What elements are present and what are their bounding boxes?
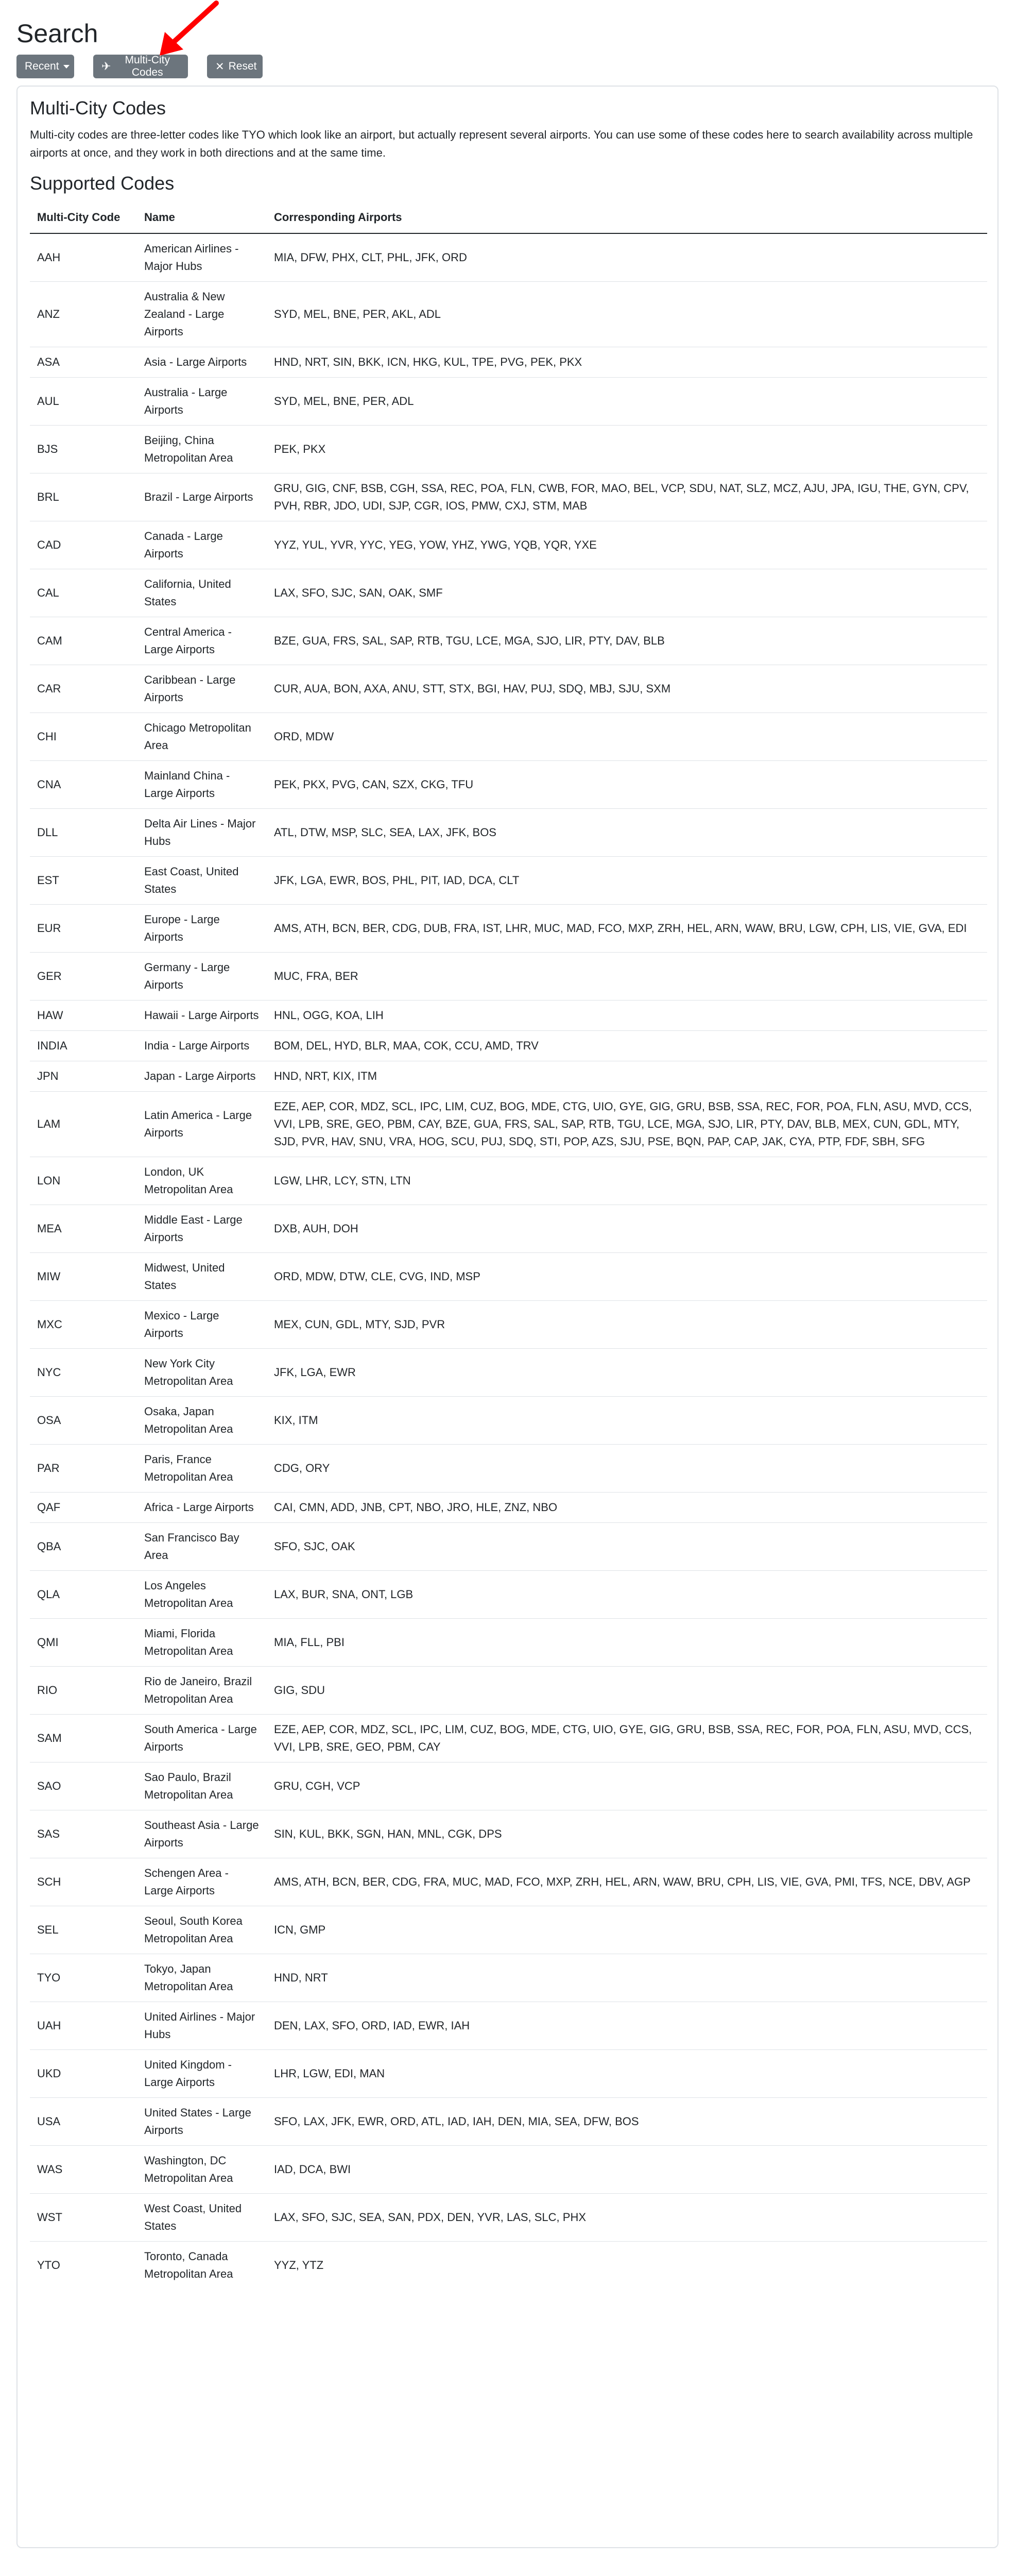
airplane-icon: ✈ [101, 60, 111, 73]
code-cell: JPN [30, 1061, 137, 1092]
code-cell: SAM [30, 1715, 137, 1762]
code-cell: SEL [30, 1906, 137, 1954]
table-row [30, 1810, 987, 1858]
name-cell: Miami, Florida Metropolitan Area [137, 1619, 267, 1667]
airports-cell: DXB, AUH, DOH [267, 1205, 987, 1253]
airports-cell: GRU, GIG, CNF, BSB, CGH, SSA, REC, POA, FLN, CWB, FOR, MAO, BEL, VCP, SDU, NAT, SLZ, MCZ, AJU, JPA, IGU, THE, GYN, CPV, PVH, RBR, JDO, UDI, SJP, CGR, IOS, PMW, CXJ, STM, MAB [267, 473, 987, 521]
table-row [30, 473, 987, 521]
name-cell: Canada - Large Airports [137, 521, 267, 569]
table-row [30, 2050, 987, 2098]
table-row [30, 1301, 987, 1349]
table-row [30, 1715, 987, 1762]
codes-table [30, 202, 987, 2289]
airports-cell: CDG, ORY [267, 1445, 987, 1493]
name-cell: Asia - Large Airports [137, 347, 267, 378]
code-cell: SCH [30, 1858, 137, 1906]
name-cell: Mainland China - Large Airports [137, 761, 267, 809]
airports-cell: LGW, LHR, LCY, STN, LTN [267, 1157, 987, 1205]
code-cell: WST [30, 2194, 137, 2242]
airports-cell: HND, NRT, SIN, BKK, ICN, HKG, KUL, TPE, PVG, PEK, PKX [267, 347, 987, 378]
name-cell: West Coast, United States [137, 2194, 267, 2242]
table-row [30, 1954, 987, 2002]
table-row [30, 1001, 987, 1031]
airports-cell: MIA, DFW, PHX, CLT, PHL, JFK, ORD [267, 233, 987, 282]
name-cell: United States - Large Airports [137, 2098, 267, 2146]
table-row [30, 2194, 987, 2242]
table-row [30, 2002, 987, 2050]
table-row [30, 1762, 987, 1810]
name-cell: Japan - Large Airports [137, 1061, 267, 1092]
airports-cell: ORD, MDW, DTW, CLE, CVG, IND, MSP [267, 1253, 987, 1301]
name-cell: Southeast Asia - Large Airports [137, 1810, 267, 1858]
code-cell: DLL [30, 809, 137, 857]
code-cell: CAD [30, 521, 137, 569]
name-cell: Los Angeles Metropolitan Area [137, 1571, 267, 1619]
airports-cell: ATL, DTW, MSP, SLC, SEA, LAX, JFK, BOS [267, 809, 987, 857]
airports-cell: LAX, SFO, SJC, SAN, OAK, SMF [267, 569, 987, 617]
table-row [30, 761, 987, 809]
table-row [30, 1349, 987, 1397]
name-cell: Rio de Janeiro, Brazil Metropolitan Area [137, 1667, 267, 1715]
name-cell: Tokyo, Japan Metropolitan Area [137, 1954, 267, 2002]
column-header-code: Multi-City Code [30, 202, 137, 233]
table-row [30, 569, 987, 617]
airports-cell: AMS, ATH, BCN, BER, CDG, DUB, FRA, IST, LHR, MUC, MAD, FCO, MXP, ZRH, HEL, ARN, WAW, BRU, LGW, CPH, LIS, VIE, GVA, EDI [267, 905, 987, 953]
card-description: Multi-city codes are three-letter codes like TYO which look like an airport, but actually represent several airports. You can use some of these codes here to search availability across multiple airports at once, and they work in both directions and at the same time. [30, 128, 973, 159]
airports-cell: SYD, MEL, BNE, PER, ADL [267, 378, 987, 426]
code-cell: MIW [30, 1253, 137, 1301]
recent-button[interactable] [16, 55, 74, 78]
airports-cell: CAI, CMN, ADD, JNB, CPT, NBO, JRO, HLE, ZNZ, NBO [267, 1493, 987, 1523]
name-cell: Chicago Metropolitan Area [137, 713, 267, 761]
table-row [30, 1061, 987, 1092]
airports-cell: EZE, AEP, COR, MDZ, SCL, IPC, LIM, CUZ, BOG, MDE, CTG, UIO, GYE, GIG, GRU, BSB, SSA, REC, FOR, POA, FLN, ASU, MVD, CCS, VVI, LPB, SRE, GEO, PBM, CAY [267, 1715, 987, 1762]
table-row [30, 953, 987, 1001]
table-row [30, 857, 987, 905]
table-row [30, 426, 987, 473]
name-cell: Germany - Large Airports [137, 953, 267, 1001]
code-cell: QLA [30, 1571, 137, 1619]
card-title: Multi-City Codes [30, 97, 166, 118]
page-title: Search [16, 19, 98, 48]
code-cell: ASA [30, 347, 137, 378]
airports-cell: LAX, BUR, SNA, ONT, LGB [267, 1571, 987, 1619]
name-cell: Midwest, United States [137, 1253, 267, 1301]
code-cell: AAH [30, 233, 137, 282]
table-row [30, 713, 987, 761]
column-header-name: Name [137, 202, 267, 233]
airports-cell: PEK, PKX, PVG, CAN, SZX, CKG, TFU [267, 761, 987, 809]
code-cell: CHI [30, 713, 137, 761]
name-cell: San Francisco Bay Area [137, 1523, 267, 1571]
airports-cell: AMS, ATH, BCN, BER, CDG, FRA, MUC, MAD, FCO, MXP, ZRH, HEL, ARN, WAW, BRU, CPH, LIS, VIE, GVA, PMI, TFS, NCE, DBV, AGP [267, 1858, 987, 1906]
name-cell: Mexico - Large Airports [137, 1301, 267, 1349]
name-cell: United Kingdom - Large Airports [137, 2050, 267, 2098]
name-cell: Africa - Large Airports [137, 1493, 267, 1523]
airports-cell: YYZ, YUL, YVR, YYC, YEG, YOW, YHZ, YWG, YQB, YQR, YXE [267, 521, 987, 569]
code-cell: AUL [30, 378, 137, 426]
name-cell: Osaka, Japan Metropolitan Area [137, 1397, 267, 1445]
name-cell: Brazil - Large Airports [137, 473, 267, 521]
airports-cell: MIA, FLL, PBI [267, 1619, 987, 1667]
code-cell: INDIA [30, 1031, 137, 1061]
code-cell: CNA [30, 761, 137, 809]
table-row [30, 1205, 987, 1253]
airports-cell: CUR, AUA, BON, AXA, ANU, STT, STX, BGI, HAV, PUJ, SDQ, MBJ, SJU, SXM [267, 665, 987, 713]
name-cell: London, UK Metropolitan Area [137, 1157, 267, 1205]
name-cell: India - Large Airports [137, 1031, 267, 1061]
code-cell: BJS [30, 426, 137, 473]
name-cell: Middle East - Large Airports [137, 1205, 267, 1253]
code-cell: PAR [30, 1445, 137, 1493]
recent-button-label: Recent [25, 60, 59, 72]
table-row [30, 1493, 987, 1523]
column-header-airports: Corresponding Airports [267, 202, 987, 233]
name-cell: Europe - Large Airports [137, 905, 267, 953]
table-row [30, 347, 987, 378]
table-row [30, 1858, 987, 1906]
airports-cell: JFK, LGA, EWR [267, 1349, 987, 1397]
code-cell: QAF [30, 1493, 137, 1523]
table-row [30, 905, 987, 953]
chevron-down-icon [63, 65, 70, 69]
airports-cell: ICN, GMP [267, 1906, 987, 1954]
table-row [30, 1571, 987, 1619]
code-cell: CAM [30, 617, 137, 665]
reset-button-label: Reset [228, 60, 257, 72]
airports-cell: JFK, LGA, EWR, BOS, PHL, PIT, IAD, DCA, CLT [267, 857, 987, 905]
code-cell: RIO [30, 1667, 137, 1715]
code-cell: LON [30, 1157, 137, 1205]
code-cell: LAM [30, 1092, 137, 1157]
code-cell: SAS [30, 1810, 137, 1858]
code-cell: USA [30, 2098, 137, 2146]
code-cell: CAR [30, 665, 137, 713]
table-row [30, 1253, 987, 1301]
table-row [30, 1397, 987, 1445]
airports-cell: MUC, FRA, BER [267, 953, 987, 1001]
airports-cell: LHR, LGW, EDI, MAN [267, 2050, 987, 2098]
table-row [30, 521, 987, 569]
table-row [30, 809, 987, 857]
table-row [30, 665, 987, 713]
code-cell: NYC [30, 1349, 137, 1397]
airports-cell: BOM, DEL, HYD, BLR, MAA, COK, CCU, AMD, TRV [267, 1031, 987, 1061]
name-cell: Australia & New Zealand - Large Airports [137, 282, 267, 347]
airports-cell: SIN, KUL, BKK, SGN, HAN, MNL, CGK, DPS [267, 1810, 987, 1858]
multi-city-codes-button-label: Multi-City Codes [125, 54, 170, 78]
name-cell: Hawaii - Large Airports [137, 1001, 267, 1031]
name-cell: New York City Metropolitan Area [137, 1349, 267, 1397]
table-row [30, 1031, 987, 1061]
airports-cell: MEX, CUN, GDL, MTY, SJD, PVR [267, 1301, 987, 1349]
code-cell: MEA [30, 1205, 137, 1253]
code-cell: QMI [30, 1619, 137, 1667]
airports-cell: BZE, GUA, FRS, SAL, SAP, RTB, TGU, LCE, MGA, SJO, LIR, PTY, DAV, BLB [267, 617, 987, 665]
code-cell: UAH [30, 2002, 137, 2050]
name-cell: United Airlines - Major Hubs [137, 2002, 267, 2050]
name-cell: Beijing, China Metropolitan Area [137, 426, 267, 473]
table-row [30, 2242, 987, 2290]
airports-cell: KIX, ITM [267, 1397, 987, 1445]
table-row [30, 1523, 987, 1571]
airports-cell: LAX, SFO, SJC, SEA, SAN, PDX, DEN, YVR, LAS, SLC, PHX [267, 2194, 987, 2242]
name-cell: Central America - Large Airports [137, 617, 267, 665]
table-row [30, 1157, 987, 1205]
airports-cell: YYZ, YTZ [267, 2242, 987, 2290]
table-row [30, 1906, 987, 1954]
airports-cell: SFO, SJC, OAK [267, 1523, 987, 1571]
code-cell: UKD [30, 2050, 137, 2098]
close-icon: ✕ [215, 60, 225, 73]
airports-cell: HND, NRT, KIX, ITM [267, 1061, 987, 1092]
table-row [30, 1619, 987, 1667]
name-cell: Paris, France Metropolitan Area [137, 1445, 267, 1493]
code-cell: YTO [30, 2242, 137, 2290]
airports-cell: GRU, CGH, VCP [267, 1762, 987, 1810]
table-row [30, 233, 987, 282]
name-cell: Caribbean - Large Airports [137, 665, 267, 713]
table-row [30, 378, 987, 426]
table-row [30, 2146, 987, 2194]
airports-cell: IAD, DCA, BWI [267, 2146, 987, 2194]
code-cell: MXC [30, 1301, 137, 1349]
table-row [30, 1092, 987, 1157]
name-cell: American Airlines - Major Hubs [137, 233, 267, 282]
table-header-row [30, 202, 987, 233]
code-cell: CAL [30, 569, 137, 617]
multi-city-codes-card [16, 86, 998, 2548]
code-cell: QBA [30, 1523, 137, 1571]
code-cell: EST [30, 857, 137, 905]
name-cell: Australia - Large Airports [137, 378, 267, 426]
name-cell: East Coast, United States [137, 857, 267, 905]
code-cell: TYO [30, 1954, 137, 2002]
code-cell: WAS [30, 2146, 137, 2194]
table-row [30, 1445, 987, 1493]
table-row [30, 617, 987, 665]
name-cell: Latin America - Large Airports [137, 1092, 267, 1157]
name-cell: Washington, DC Metropolitan Area [137, 2146, 267, 2194]
airports-cell: HNL, OGG, KOA, LIH [267, 1001, 987, 1031]
code-cell: OSA [30, 1397, 137, 1445]
section-title: Supported Codes [30, 173, 175, 194]
airports-cell: EZE, AEP, COR, MDZ, SCL, IPC, LIM, CUZ, BOG, MDE, CTG, UIO, GYE, GIG, GRU, BSB, SSA, REC, FOR, POA, FLN, ASU, MVD, CCS, VVI, LPB, SRE, GEO, PBM, CAY, BZE, GUA, FRS, SAL, SAP, RTB, TGU, LCE, MGA, SJO, LIR, PTY, DAV, BLB, MEX, CUN, GDL, MTY, SJD, PVR, HAV, SNU, VRA, HOG, SCU, PUJ, SDQ, STI, POP, AZS, SJU, PSE, BQN, PAP, CAP, JAK, CYA, PTP, FDF, SBH, SFG [267, 1092, 987, 1157]
name-cell: California, United States [137, 569, 267, 617]
name-cell: Schengen Area - Large Airports [137, 1858, 267, 1906]
airports-cell: DEN, LAX, SFO, ORD, IAD, EWR, IAH [267, 2002, 987, 2050]
name-cell: Sao Paulo, Brazil Metropolitan Area [137, 1762, 267, 1810]
name-cell: South America - Large Airports [137, 1715, 267, 1762]
airports-cell: ORD, MDW [267, 713, 987, 761]
code-cell: SAO [30, 1762, 137, 1810]
airports-cell: SFO, LAX, JFK, EWR, ORD, ATL, IAD, IAH, DEN, MIA, SEA, DFW, BOS [267, 2098, 987, 2146]
code-cell: ANZ [30, 282, 137, 347]
airports-cell: SYD, MEL, BNE, PER, AKL, ADL [267, 282, 987, 347]
annotation-arrow-icon [144, 0, 227, 62]
name-cell: Seoul, South Korea Metropolitan Area [137, 1906, 267, 1954]
code-cell: GER [30, 953, 137, 1001]
table-row [30, 1667, 987, 1715]
code-cell: EUR [30, 905, 137, 953]
name-cell: Delta Air Lines - Major Hubs [137, 809, 267, 857]
table-row [30, 2098, 987, 2146]
airports-cell: GIG, SDU [267, 1667, 987, 1715]
name-cell: Toronto, Canada Metropolitan Area [137, 2242, 267, 2290]
code-cell: HAW [30, 1001, 137, 1031]
airports-cell: HND, NRT [267, 1954, 987, 2002]
airports-cell: PEK, PKX [267, 426, 987, 473]
table-row [30, 282, 987, 347]
code-cell: BRL [30, 473, 137, 521]
